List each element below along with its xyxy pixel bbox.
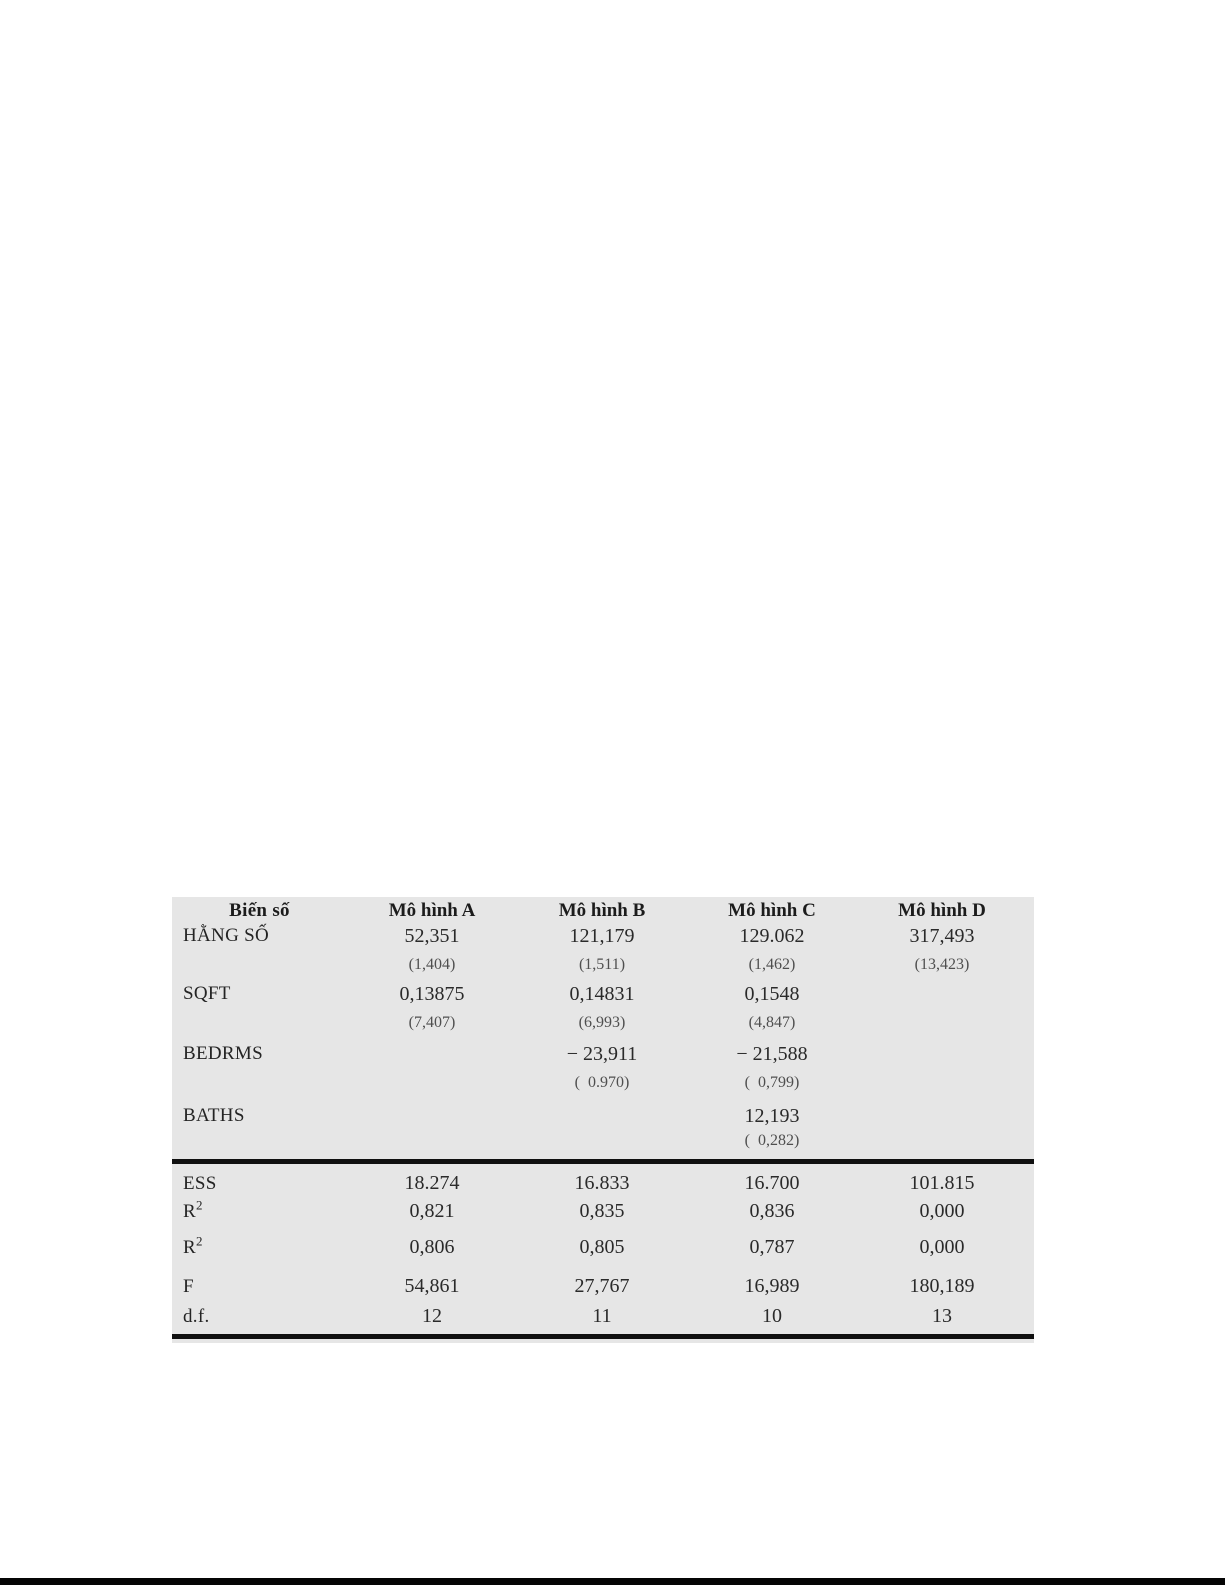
row-label [172, 1170, 347, 1197]
stat-label-text: R [183, 1201, 196, 1222]
table-row-sqft [172, 982, 1034, 1034]
table-row-baths [172, 1104, 1034, 1152]
stat-value: 10 [762, 1305, 782, 1327]
coef-cell [347, 1042, 517, 1048]
t-statistic: ( 0,799) [744, 1074, 800, 1091]
column-header-model-c: Mô hình C [728, 900, 816, 921]
table-row-ess [172, 1170, 1034, 1197]
t-statistic: ( 0,282) [744, 1132, 800, 1149]
coefficient-value: 121,179 [569, 925, 635, 947]
stat-value: 0,787 [749, 1236, 795, 1258]
coefficient-value: 0,1548 [744, 983, 800, 1005]
coefficient-value: 0,13875 [399, 983, 465, 1005]
stat-value: 101.815 [909, 1172, 975, 1194]
stat-label-superscript: 2 [195, 1233, 203, 1249]
column-header-model-b: Mô hình B [558, 900, 646, 921]
stat-value: 0,836 [749, 1200, 795, 1222]
row-label: HẰNG SỐ [183, 925, 270, 946]
coef-cell [687, 982, 857, 1034]
table-row-r-squared [172, 1198, 1034, 1225]
t-statistic: (6,993) [578, 1014, 626, 1031]
coef-cell [517, 982, 687, 1034]
coef-cell [857, 1104, 1027, 1106]
stat-value: 0,821 [409, 1200, 455, 1222]
t-statistic: (4,847) [748, 1014, 796, 1031]
coefficient-value: 52,351 [404, 925, 460, 947]
column-header-model-d: Mô hình D [898, 900, 986, 921]
stat-value: 12 [422, 1305, 442, 1327]
stat-value: 0,806 [409, 1236, 455, 1258]
coef-cell [687, 1042, 857, 1094]
stat-label-text: d.f. [183, 1306, 210, 1327]
table-row-constant [172, 924, 1034, 976]
stat-value: 13 [932, 1305, 952, 1327]
table-header-row [172, 897, 1034, 922]
stat-value: 0,000 [919, 1236, 965, 1258]
coef-cell [347, 982, 517, 1034]
stat-label-text: R [183, 1237, 196, 1258]
stat-value: 16,989 [744, 1275, 800, 1297]
stat-value: 0,000 [919, 1200, 965, 1222]
row-label: BATHS [183, 1105, 245, 1126]
stat-value: 27,767 [574, 1275, 630, 1297]
coef-cell [857, 924, 1027, 976]
t-statistic: (7,407) [408, 1014, 456, 1031]
regression-results-table [172, 897, 1034, 1343]
coefficient-value: − 21,588 [736, 1043, 808, 1065]
stat-value: 0,805 [579, 1236, 625, 1258]
coef-cell [687, 1104, 857, 1152]
column-header-variable: Biến số [229, 900, 290, 921]
coef-cell [687, 924, 857, 976]
t-statistic: (1,511) [578, 956, 626, 973]
row-label: SQFT [183, 983, 231, 1004]
coefficient-value: 129.062 [739, 925, 805, 947]
page-bottom-edge-bar [0, 1578, 1225, 1585]
row-label [172, 1198, 347, 1225]
row-label [172, 1273, 347, 1300]
coefficient-value: 12,193 [744, 1105, 800, 1127]
stat-value: 16.833 [574, 1172, 630, 1194]
table-row-degrees-of-freedom [172, 1303, 1034, 1330]
coef-cell [517, 924, 687, 976]
coef-cell [347, 924, 517, 976]
stat-value: 18.274 [404, 1172, 460, 1194]
coef-cell [857, 1042, 1027, 1048]
stat-value: 54,861 [404, 1275, 460, 1297]
stat-label-text: F [183, 1276, 194, 1297]
coef-cell [857, 982, 1027, 988]
row-label [172, 1234, 347, 1261]
coef-cell [347, 1104, 517, 1106]
summary-statistics-section [172, 1159, 1034, 1339]
t-statistic: (13,423) [914, 956, 970, 973]
coefficient-value: 317,493 [909, 925, 975, 947]
row-label [172, 1303, 347, 1330]
table-row-adjusted-r-squared [172, 1234, 1034, 1261]
coef-cell [517, 1104, 687, 1106]
row-label: BEDRMS [183, 1043, 263, 1064]
stat-label-superscript: 2 [195, 1197, 203, 1213]
stat-value: 180,189 [909, 1275, 975, 1297]
stat-value: 0,835 [579, 1200, 625, 1222]
coefficient-value: − 23,911 [566, 1043, 638, 1065]
column-header-model-a: Mô hình A [388, 900, 476, 921]
t-statistic: (1,462) [748, 956, 796, 973]
coefficient-value: 0,14831 [569, 983, 635, 1005]
table-row-bedrms [172, 1042, 1034, 1094]
stat-value: 16.700 [744, 1172, 800, 1194]
stat-value: 11 [592, 1305, 612, 1327]
t-statistic: (1,404) [408, 956, 456, 973]
coef-cell [517, 1042, 687, 1094]
table-row-f-statistic [172, 1273, 1034, 1300]
t-statistic: ( 0.970) [574, 1074, 630, 1091]
stat-label-text: ESS [183, 1173, 217, 1194]
